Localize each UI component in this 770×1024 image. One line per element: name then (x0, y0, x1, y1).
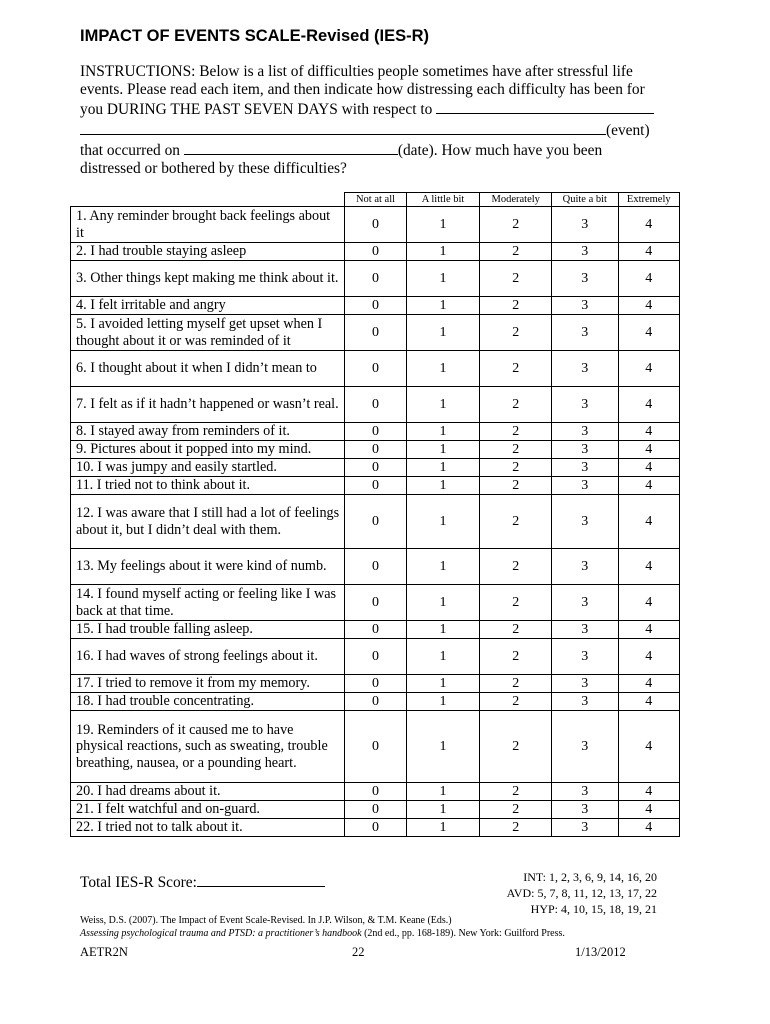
rating-cell[interactable]: 3 (552, 243, 619, 261)
rating-cell[interactable]: 3 (552, 819, 619, 837)
rating-cell[interactable]: 3 (552, 495, 619, 549)
footer-code: AETR2N (80, 945, 128, 959)
rating-cell[interactable]: 0 (345, 711, 406, 783)
rating-cell[interactable]: 1 (406, 549, 480, 585)
rating-cell[interactable]: 1 (406, 423, 480, 441)
table-row (71, 297, 680, 315)
instructions-line-6: distressed or bothered by these difficulties? (80, 160, 347, 178)
rating-cell[interactable]: 3 (552, 675, 619, 693)
rating-cell[interactable]: 0 (345, 819, 406, 837)
item-text: 17. I tried to remove it from my memory. (71, 675, 345, 693)
rating-cell[interactable]: 0 (345, 459, 406, 477)
rating-cell[interactable]: 4 (618, 351, 679, 387)
table-row (71, 441, 680, 459)
table-row (71, 819, 680, 837)
rating-cell[interactable]: 0 (345, 315, 406, 351)
header-quite-a-bit: Quite a bit (552, 193, 619, 207)
rating-cell[interactable]: 4 (618, 261, 679, 297)
subscales (507, 870, 657, 917)
rating-cell[interactable]: 2 (480, 819, 552, 837)
rating-cell[interactable]: 4 (618, 477, 679, 495)
table-row (71, 549, 680, 585)
rating-cell[interactable]: 0 (345, 585, 406, 621)
event-blank-2[interactable] (80, 120, 606, 135)
rating-cell[interactable]: 4 (618, 711, 679, 783)
table-row (71, 477, 680, 495)
table-row (71, 243, 680, 261)
rating-cell[interactable]: 3 (552, 549, 619, 585)
rating-cell[interactable]: 2 (480, 585, 552, 621)
rating-cell[interactable]: 3 (552, 459, 619, 477)
item-text: 19. Reminders of it caused me to have physical reactions, such as sweating, trouble breathing, nausea, or a pounding heart. (71, 711, 345, 783)
rating-cell[interactable]: 3 (552, 585, 619, 621)
rating-cell[interactable]: 4 (618, 423, 679, 441)
item-text: 13. My feelings about it were kind of numb. (71, 549, 345, 585)
instructions-line-4 (80, 120, 660, 140)
rating-cell[interactable]: 0 (345, 261, 406, 297)
rating-cell[interactable]: 4 (618, 459, 679, 477)
rating-cell[interactable]: 0 (345, 549, 406, 585)
instructions (80, 63, 660, 178)
rating-cell[interactable]: 1 (406, 693, 480, 711)
item-text: 5. I avoided letting myself get upset when I thought about it or was reminded of it (71, 315, 345, 351)
rating-cell[interactable]: 0 (345, 783, 406, 801)
table-row (71, 387, 680, 423)
item-text: 12. I was aware that I still had a lot of feelings about it, but I didn’t deal with them. (71, 495, 345, 549)
table-row (71, 801, 680, 819)
item-text: 14. I found myself acting or feeling like I was back at that time. (71, 585, 345, 621)
item-text: 7. I felt as if it hadn’t happened or wasn’t real. (71, 387, 345, 423)
item-text: 22. I tried not to talk about it. (71, 819, 345, 837)
rating-cell[interactable]: 3 (552, 297, 619, 315)
rating-cell[interactable]: 4 (618, 387, 679, 423)
rating-cell[interactable]: 1 (406, 243, 480, 261)
rating-cell[interactable]: 3 (552, 423, 619, 441)
rating-cell[interactable]: 1 (406, 675, 480, 693)
rating-cell[interactable]: 4 (618, 693, 679, 711)
table-row (71, 711, 680, 783)
table-row (71, 495, 680, 549)
item-text: 20. I had dreams about it. (71, 783, 345, 801)
rating-cell[interactable]: 2 (480, 783, 552, 801)
item-text: 6. I thought about it when I didn’t mean to (71, 351, 345, 387)
table-row (71, 423, 680, 441)
table-row (71, 675, 680, 693)
rating-cell[interactable]: 2 (480, 459, 552, 477)
item-text: 18. I had trouble concentrating. (71, 693, 345, 711)
header-extremely: Extremely (618, 193, 679, 207)
rating-cell[interactable]: 1 (406, 801, 480, 819)
item-text: 11. I tried not to think about it. (71, 477, 345, 495)
rating-cell[interactable]: 3 (552, 315, 619, 351)
citation-book-title: Assessing psychological trauma and PTSD: a practitioner’s handbook (80, 927, 362, 939)
rating-cell[interactable]: 2 (480, 549, 552, 585)
rating-cell[interactable]: 2 (480, 711, 552, 783)
footer-date: 1/13/2012 (575, 945, 626, 959)
rating-cell[interactable]: 3 (552, 711, 619, 783)
item-text: 21. I felt watchful and on-guard. (71, 801, 345, 819)
table-row (71, 351, 680, 387)
rating-cell[interactable]: 2 (480, 315, 552, 351)
rating-cell[interactable]: 1 (406, 351, 480, 387)
rating-cell[interactable]: 0 (345, 477, 406, 495)
total-score-blank[interactable] (197, 872, 325, 887)
rating-cell[interactable]: 4 (618, 621, 679, 639)
table-row (71, 459, 680, 477)
rating-cell[interactable]: 4 (618, 495, 679, 549)
citation-publisher: (2nd ed., pp. 168-189). New York: Guilford Press. (361, 927, 565, 939)
rating-cell[interactable]: 0 (345, 423, 406, 441)
rating-cell[interactable]: 1 (406, 585, 480, 621)
rating-cell[interactable]: 4 (618, 675, 679, 693)
rating-cell[interactable]: 0 (345, 297, 406, 315)
instructions-line-5 (80, 140, 660, 160)
rating-cell[interactable]: 0 (345, 351, 406, 387)
table-row (71, 207, 680, 243)
rating-cell[interactable]: 3 (552, 477, 619, 495)
item-text: 1. Any reminder brought back feelings about it (71, 207, 345, 243)
item-text: 15. I had trouble falling asleep. (71, 621, 345, 639)
rating-cell[interactable]: 1 (406, 315, 480, 351)
ies-r-table (70, 192, 680, 837)
rating-cell[interactable]: 3 (552, 693, 619, 711)
rating-cell[interactable]: 1 (406, 819, 480, 837)
rating-cell[interactable]: 3 (552, 621, 619, 639)
rating-cell[interactable]: 2 (480, 621, 552, 639)
rating-cell[interactable]: 2 (480, 693, 552, 711)
rating-cell[interactable]: 2 (480, 297, 552, 315)
rating-cell[interactable]: 4 (618, 819, 679, 837)
rating-cell[interactable]: 2 (480, 675, 552, 693)
table-body (71, 207, 680, 837)
rating-cell[interactable]: 0 (345, 207, 406, 243)
table-row (71, 261, 680, 297)
rating-cell[interactable]: 4 (618, 783, 679, 801)
rating-cell[interactable]: 0 (345, 621, 406, 639)
total-score (80, 872, 325, 892)
table-row (71, 693, 680, 711)
event-label: (event) (606, 121, 650, 139)
rating-cell[interactable]: 0 (345, 639, 406, 675)
item-text: 9. Pictures about it popped into my mind. (71, 441, 345, 459)
instructions-line-3-text: you DURING THE PAST SEVEN DAYS with respect to (80, 101, 433, 119)
table-row (71, 783, 680, 801)
rating-cell[interactable]: 4 (618, 297, 679, 315)
total-label: Total IES-R Score: (80, 874, 197, 891)
rating-cell[interactable]: 1 (406, 495, 480, 549)
rating-cell[interactable]: 3 (552, 387, 619, 423)
item-text: 4. I felt irritable and angry (71, 297, 345, 315)
rating-cell[interactable]: 2 (480, 639, 552, 675)
rating-cell[interactable]: 3 (552, 261, 619, 297)
rating-cell[interactable]: 2 (480, 207, 552, 243)
subscale-int: INT: 1, 2, 3, 6, 9, 14, 16, 20 (523, 870, 657, 884)
rating-cell[interactable]: 1 (406, 783, 480, 801)
instructions-line-1: INSTRUCTIONS: Below is a list of difficulties people sometimes have after stressful life (80, 63, 633, 80)
rating-cell[interactable]: 2 (480, 441, 552, 459)
rating-cell[interactable]: 3 (552, 441, 619, 459)
rating-cell[interactable]: 4 (618, 207, 679, 243)
item-text: 16. I had waves of strong feelings about it. (71, 639, 345, 675)
rating-cell[interactable]: 2 (480, 351, 552, 387)
rating-cell[interactable]: 0 (345, 243, 406, 261)
header-not-at-all: Not at all (345, 193, 406, 207)
rating-cell[interactable]: 2 (480, 801, 552, 819)
item-text: 3. Other things kept making me think about it. (71, 261, 345, 297)
rating-cell[interactable]: 0 (345, 441, 406, 459)
rating-cell[interactable]: 2 (480, 261, 552, 297)
citation-line-2 (80, 928, 565, 941)
subscale-hyp: HYP: 4, 10, 15, 18, 19, 21 (530, 901, 657, 916)
rating-cell[interactable]: 3 (552, 351, 619, 387)
rating-cell[interactable]: 4 (618, 243, 679, 261)
event-blank-1[interactable] (436, 99, 654, 114)
rating-cell[interactable]: 4 (618, 639, 679, 675)
rating-cell[interactable]: 3 (552, 801, 619, 819)
rating-cell[interactable]: 4 (618, 441, 679, 459)
citation (80, 915, 565, 940)
rating-cell[interactable]: 3 (552, 639, 619, 675)
header-a-little-bit: A little bit (406, 193, 480, 207)
rating-cell[interactable]: 2 (480, 243, 552, 261)
occurred-prefix: that occurred on (80, 141, 180, 159)
rating-cell[interactable]: 2 (480, 423, 552, 441)
table-row (71, 315, 680, 351)
instructions-line-2: events. Please read each item, and then indicate how distressing each difficulty has been for (80, 81, 645, 99)
rating-cell[interactable]: 2 (480, 387, 552, 423)
table-row (71, 585, 680, 621)
date-blank[interactable] (184, 140, 398, 155)
rating-cell[interactable]: 4 (618, 801, 679, 819)
rating-cell[interactable]: 1 (406, 207, 480, 243)
rating-cell[interactable]: 0 (345, 675, 406, 693)
rating-cell[interactable]: 3 (552, 207, 619, 243)
instructions-line-3 (80, 99, 660, 119)
rating-cell[interactable]: 1 (406, 459, 480, 477)
rating-cell[interactable]: 1 (406, 477, 480, 495)
date-suffix: (date). How much have you been (397, 141, 603, 159)
rating-cell[interactable]: 2 (480, 495, 552, 549)
rating-cell[interactable]: 4 (618, 585, 679, 621)
rating-cell[interactable]: 0 (345, 693, 406, 711)
rating-cell[interactable]: 0 (345, 801, 406, 819)
header-blank (71, 193, 345, 207)
rating-cell[interactable]: 4 (618, 549, 679, 585)
rating-cell[interactable]: 4 (618, 315, 679, 351)
citation-line-1: Weiss, D.S. (2007). The Impact of Event Scale-Revised. In J.P. Wilson, & T.M. Keane (Eds.) (80, 915, 452, 926)
page-title: IMPACT OF EVENTS SCALE-Revised (IES-R) (80, 27, 429, 45)
header-moderately: Moderately (480, 193, 552, 207)
rating-cell[interactable]: 3 (552, 783, 619, 801)
rating-cell[interactable]: 0 (345, 387, 406, 423)
rating-cell[interactable]: 1 (406, 621, 480, 639)
rating-cell[interactable]: 2 (480, 477, 552, 495)
table-row (71, 621, 680, 639)
table-row (71, 639, 680, 675)
rating-cell[interactable]: 1 (406, 297, 480, 315)
rating-cell[interactable]: 1 (406, 441, 480, 459)
rating-cell[interactable]: 1 (406, 711, 480, 783)
rating-cell[interactable]: 1 (406, 387, 480, 423)
rating-cell[interactable]: 0 (345, 495, 406, 549)
item-text: 10. I was jumpy and easily startled. (71, 459, 345, 477)
rating-cell[interactable]: 1 (406, 639, 480, 675)
rating-cell[interactable]: 1 (406, 261, 480, 297)
item-text: 8. I stayed away from reminders of it. (71, 423, 345, 441)
table-header-row (71, 193, 680, 207)
item-text: 2. I had trouble staying asleep (71, 243, 345, 261)
footer-page-number: 22 (352, 945, 365, 959)
subscale-avd: AVD: 5, 7, 8, 11, 12, 13, 17, 22 (506, 885, 657, 900)
